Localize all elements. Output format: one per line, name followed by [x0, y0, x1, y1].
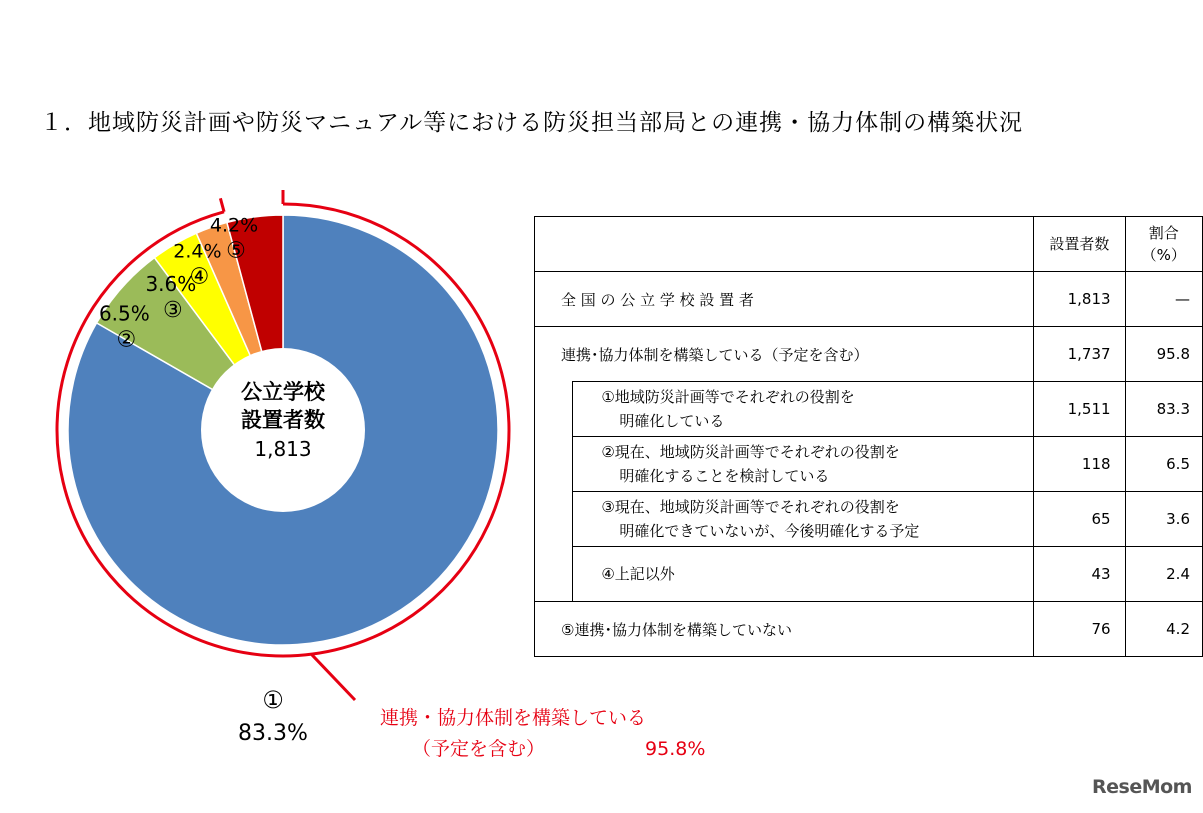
sub-2-line1: ②現在、地域防災計画等でそれぞれの役割を: [601, 443, 900, 461]
sub-3-line2: 明確化できていないが、今後明確化する予定: [619, 522, 920, 540]
table-row-total: [535, 272, 1203, 327]
bracket-legend-line2-wrap: [380, 734, 705, 765]
sub-3-line1: ③現在、地域防災計画等でそれぞれの役割を: [601, 498, 900, 516]
page-title: １．地域防災計画や防災マニュアル等における防災担当部局との連携・協力体制の構築状況: [40, 110, 1024, 136]
data-table: [534, 216, 1203, 657]
sub-3-count: 65: [1034, 492, 1125, 547]
bracket-leader-line: [311, 654, 355, 700]
not-connected-label: ⑤連携･協力体制を構築していない: [535, 602, 1034, 657]
bracket-legend-line1: 連携・協力体制を構築している: [380, 707, 647, 729]
total-ratio: —: [1125, 272, 1202, 327]
sub-4-ratio: 2.4: [1125, 547, 1202, 602]
sub-3-ratio: 3.6: [1125, 492, 1202, 547]
sub-2-count: 118: [1034, 437, 1125, 492]
header-ratio-line1: 割合: [1148, 224, 1179, 242]
table-row-not-connected: [535, 602, 1203, 657]
header-ratio-line2: （%）: [1141, 246, 1186, 264]
sub-4-count: 43: [1034, 547, 1125, 602]
pie-marker-5: ⑤: [226, 238, 246, 264]
pie-marker-1: ①: [262, 686, 284, 714]
indent-cell: [535, 382, 573, 602]
pie-marker-3: ③: [162, 297, 183, 323]
sub-1-label: [573, 382, 1034, 437]
table-header-row: [535, 217, 1203, 272]
pie-value-label-4: 2.4%: [173, 240, 222, 263]
not-connected-ratio: 4.2: [1125, 602, 1202, 657]
header-count: 設置者数: [1034, 217, 1125, 272]
sub-2-ratio: 6.5: [1125, 437, 1202, 492]
bracket-legend: [380, 703, 705, 765]
pie-value-label-5: 4.2%: [209, 214, 259, 237]
table-row-sub-1: [535, 382, 1203, 437]
pie-value-label-2: 6.5%: [98, 301, 150, 326]
bracket-legend-value: 95.8%: [645, 738, 706, 760]
table-row-sub-2: [535, 437, 1203, 492]
center-value: 1,813: [254, 437, 312, 461]
pie-value-label-3: 3.6%: [145, 271, 197, 296]
sub-1-count: 1,511: [1034, 382, 1125, 437]
brand-logo: ReseMom: [1092, 776, 1192, 798]
total-count: 1,813: [1034, 272, 1125, 327]
total-label: 全 国 の 公 立 学 校 設 置 者: [535, 272, 1034, 327]
header-ratio: [1125, 217, 1202, 272]
sub-1-ratio: 83.3: [1125, 382, 1202, 437]
sub-4-line1: ④上記以外: [601, 565, 675, 583]
connected-label: 連携･協力体制を構築している（予定を含む）: [535, 327, 1034, 382]
sub-2-label: [573, 437, 1034, 492]
sub-3-label: [573, 492, 1034, 547]
pie-marker-2: ②: [116, 327, 137, 353]
connected-count: 1,737: [1034, 327, 1125, 382]
bracket-tick-2: [220, 198, 224, 212]
sub-1-line1: ①地域防災計画等でそれぞれの役割を: [601, 388, 855, 406]
connected-ratio: 95.8: [1125, 327, 1202, 382]
header-blank-cell: [535, 217, 1034, 272]
sub-2-line2: 明確化することを検討している: [619, 467, 830, 485]
pie-marker-4: ④: [189, 264, 210, 290]
sub-1-line2: 明確化している: [619, 412, 725, 430]
center-label-line2: 設置者数: [241, 408, 325, 432]
table-row-connected: [535, 327, 1203, 382]
sub-4-label: [573, 547, 1034, 602]
not-connected-count: 76: [1034, 602, 1125, 657]
pie-value-label-1: 83.3%: [238, 721, 308, 746]
bracket-legend-line2: （予定を含む）: [412, 738, 546, 760]
table-row-sub-3: [535, 492, 1203, 547]
center-label-line1: 公立学校: [241, 380, 325, 404]
table-row-sub-4: [535, 547, 1203, 602]
